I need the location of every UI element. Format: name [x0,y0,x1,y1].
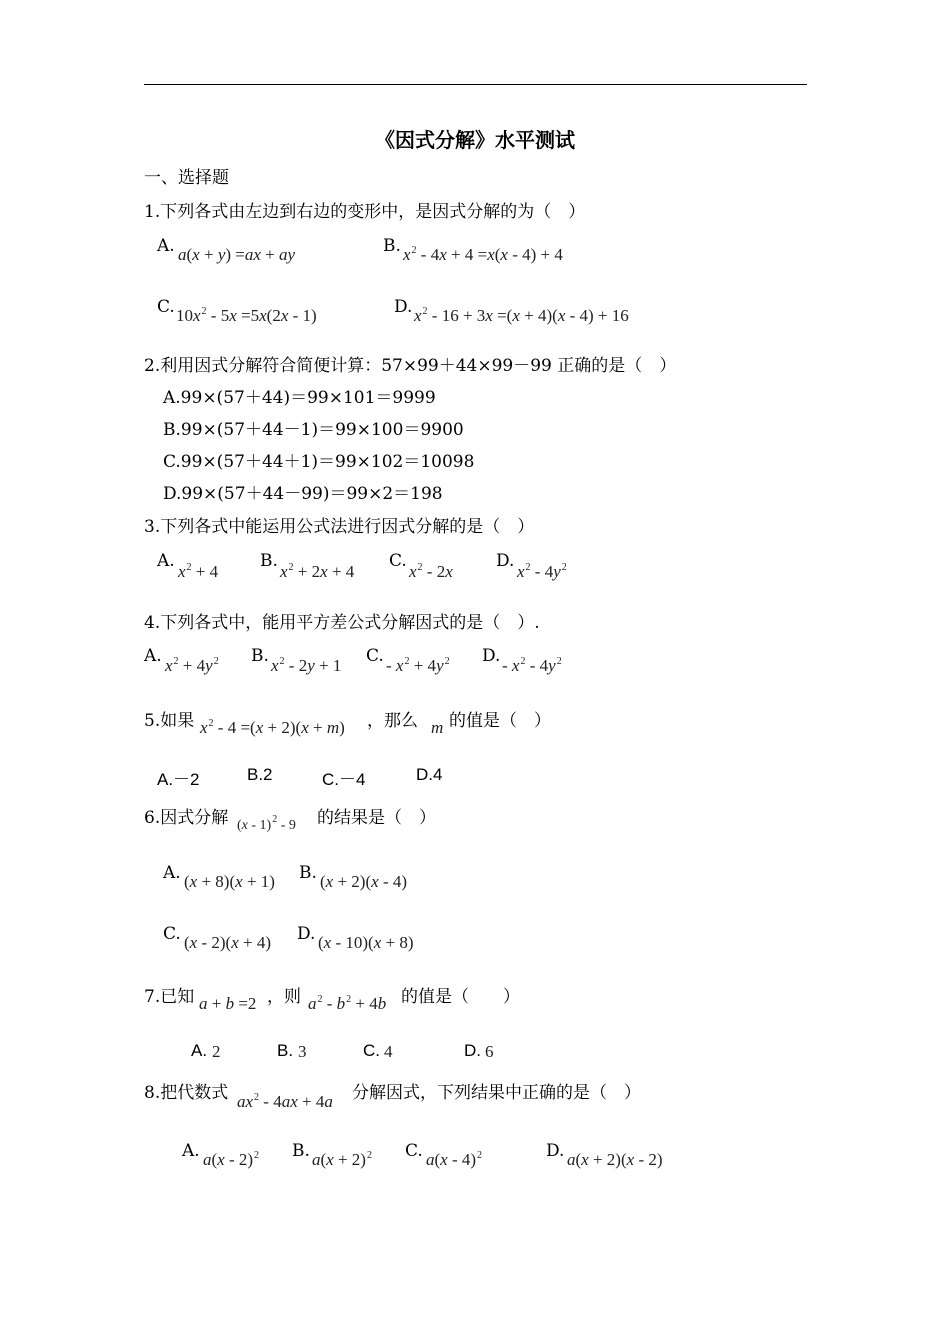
header-rule [144,84,807,85]
q4-b-formula: $x^2 - 2y + 1$ [271,656,342,675]
q4-b-label: B. [251,646,269,666]
q6-c-label: C. [163,924,181,944]
q5-middle: ，那么 [367,711,418,731]
q2-option-d: D.99×(57＋44－99)＝99×2＝198 [163,484,443,504]
q3-b-formula: $x^2 + 2x + 4$ [280,562,355,581]
q7-a-value: 2 [212,1042,221,1061]
q8-b-label: B. [292,1141,310,1161]
q7-b-value: 3 [298,1042,307,1061]
page-title: 《因式分解》水平测试 [375,128,575,152]
q5-variable-m: m [431,718,444,737]
q4-d-formula: - $x^2 - 4y^2$ [502,656,562,675]
q3-a-formula: $x^2 + 4$ [178,562,219,581]
q5-option-b: B.2 [247,765,273,784]
q6-c-formula: (x - 2)(x + 4) [184,933,271,952]
q3-d-formula: $x^2 - 4y^2$ [517,562,567,581]
q5-formula: $x^2 - 4 =(x + 2)(x + m)$ [200,718,345,737]
q6-b-label: B. [299,863,317,883]
q7-d-label: D. [464,1041,481,1060]
q6-formula: (x - 1)$^2$ - 9 [237,814,296,833]
q1-d-formula: $x^2 - 16 + 3x =(x + 4)(x - 4) + 16$ [414,306,629,325]
q1-stem: 1.下列各式由左边到右边的变形中，是因式分解的为（ ） [144,202,586,222]
q2-option-c: C.99×(57＋44＋1)＝99×102＝10098 [163,452,475,472]
q8-a-formula: a(x - 2)$^2$ [203,1150,260,1169]
q4-d-label: D. [482,646,501,666]
q7-b-label: B. [277,1041,294,1060]
q1-b-label: B. [383,236,401,256]
q7-a-label: A. [191,1041,208,1060]
q4-stem: 4.下列各式中，能用平方差公式分解因式的是（ ）. [144,613,540,633]
q1-a-label: A. [157,236,175,256]
q7-c-value: 4 [384,1042,393,1061]
q7-suffix: 的值是（ ） [401,987,520,1007]
q5-prefix: 5.如果 [144,711,195,731]
q5-option-d: D.4 [416,765,443,784]
q3-stem: 3.下列各式中能运用公式法进行因式分解的是（ ） [144,517,535,537]
q8-b-formula: $a(x + 2)^2$ [312,1150,372,1169]
q1-b-formula: $x^2 - 4x + 4 =x(x - 4) + 4$ [403,245,563,264]
q8-a-label: A. [182,1141,200,1161]
q4-a-formula: $x^2 + 4y^2$ [165,656,219,675]
q8-suffix: 分解因式，下列结果中正确的是（ ） [352,1083,641,1103]
q8-c-formula: a(x - 4)$^2$ [426,1150,483,1169]
q4-c-formula: - $x^2 + 4y^2$ [386,656,450,675]
q8-c-label: C. [405,1141,423,1161]
q3-b-label: B. [260,551,278,571]
q7-c-label: C. [363,1041,380,1060]
q1-c-formula: $10x^2 - 5x =5x(2x - 1)$ [176,306,317,325]
q6-b-formula: (x + 2)(x - 4) [320,872,408,891]
q7-middle: ，则 [267,987,301,1007]
q5-option-c: C.－4 [322,770,366,789]
q5-option-a: A.－2 [157,770,200,789]
section-heading: 一、选择题 [144,168,229,188]
q6-a-formula: (x + 8)(x + 1) [184,872,275,891]
q2-option-b: B.99×(57＋44－1)＝99×100＝9900 [163,420,464,440]
q6-a-label: A. [163,863,181,883]
q6-d-formula: (x - 10)(x + 8) [318,933,414,952]
q4-c-label: C. [366,646,384,666]
q2-option-a: A.99×(57＋44)＝99×101＝9999 [163,388,436,408]
q7-expression-formula: $a^2 - b^2 + 4b$ [308,994,387,1013]
q1-a-formula: a(x + y) =ax + ay [178,245,296,264]
q8-d-formula: a(x + 2)(x - 2) [567,1150,663,1169]
q6-suffix: 的结果是（ ） [317,808,436,828]
q7-d-value: 6 [485,1042,494,1061]
q8-prefix: 8.把代数式 [144,1083,229,1103]
q3-a-label: A. [157,551,175,571]
q6-prefix: 6.因式分解 [144,808,229,828]
q4-a-label: A. [144,646,162,666]
q3-d-label: D. [496,551,515,571]
q3-c-label: C. [389,551,407,571]
q5-suffix: 的值是（ ） [449,711,551,731]
q1-c-label: C. [157,297,175,317]
q6-d-label: D. [297,924,316,944]
q8-d-label: D. [546,1141,565,1161]
q1-d-label: D. [394,297,413,317]
q3-c-formula: $x^2 - 2x$ [409,562,453,581]
q7-condition-formula: a + b =2 [199,994,257,1013]
q2-stem: 2.利用因式分解符合简便计算：57×99＋44×99－99 正确的是（ ） [144,356,677,376]
q7-prefix: 7.已知 [144,987,195,1007]
q8-formula: $ax^2 - 4ax + 4a$ [237,1092,333,1111]
